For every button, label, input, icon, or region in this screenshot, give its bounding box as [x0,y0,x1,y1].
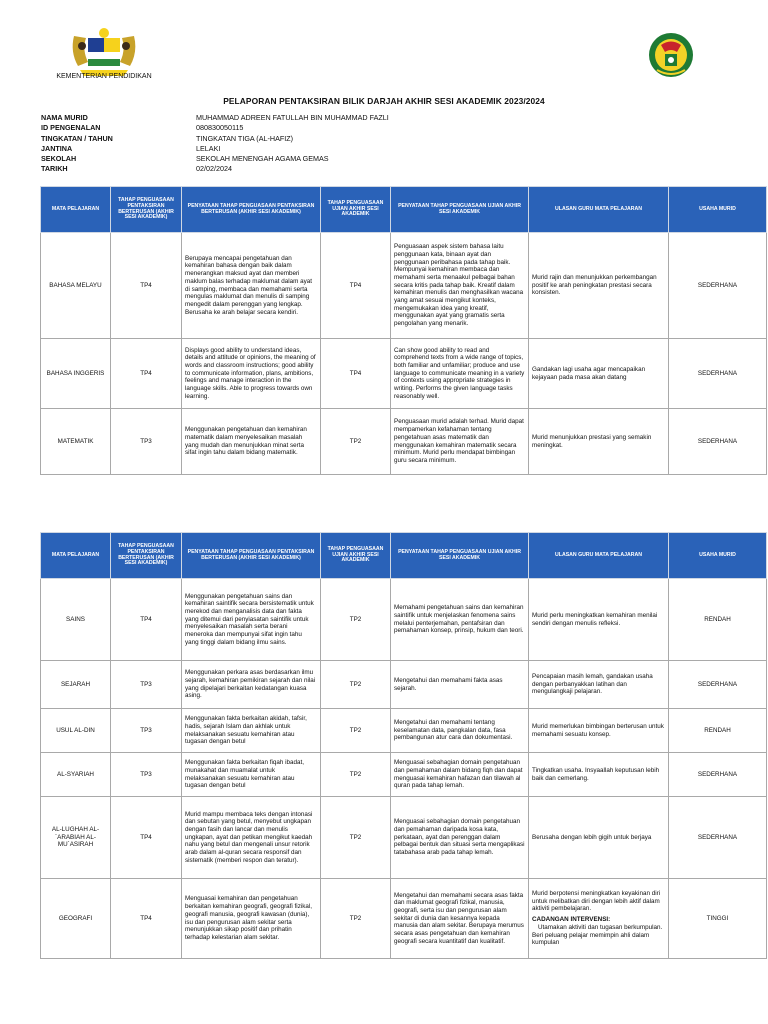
subject-cell: SEJARAH [41,661,111,709]
student-info-label: SEKOLAH [41,154,77,164]
table-header-row [41,187,767,233]
tp-pb-cell: TP3 [111,753,182,797]
tp-pb-cell: TP4 [111,233,182,339]
desc-pb-cell: Menguasai kemahiran dan pengetahuan berkaitan kemahiran geografi, geografi fizikal, geografi manusia, geografi kawasan (dunia), isu dan pengurusan alam sekitar serta menunjukkan sikap positif dan prihatin terhadap kelestarian alam sekitar. [182,879,321,959]
table-body [41,233,767,475]
column-header: USAHA MURID [669,533,767,579]
tp-pb-cell: TP3 [111,709,182,753]
table-row [41,879,767,959]
tp-pb-cell: TP4 [111,879,182,959]
column-header: MATA PELAJARAN [41,187,111,233]
student-info-row [41,134,389,144]
effort-cell: RENDAH [669,579,767,661]
desc-pb-cell: Menggunakan perkara asas berdasarkan ilmu sejarah, kemahiran pemikiran sejarah dan nilai yang dipelajari berkaitan kedatangan kuasa asing. [182,661,321,709]
tp-pb-cell: TP4 [111,339,182,409]
comment-cell: Murid perlu meningkatkan kemahiran menilai sendiri dengan menulis refleksi. [529,579,669,661]
column-header: ULASAN GURU MATA PELAJARAN [529,533,669,579]
comment-cell [529,879,669,959]
comment-cell: Murid menunjukkan prestasi yang semakin meningkat. [529,409,669,475]
table-row [41,579,767,661]
desc-ua-cell: Memahami pengetahuan sains dan kemahiran saintifik untuk menjelaskan fenomena sains melalui penterjemahan, pentafsiran dan pemahaman konsep, prinsip, hukum dan teori. [391,579,529,661]
tp-ua-cell: TP4 [321,233,391,339]
desc-ua-cell: Penguasaan aspek sistem bahasa laitu penggunaan kata, binaan ayat dan penggunaan peribahasa pada tahap baik. Mempunyai kemahiran membaca dan memahami serta menaakul pelbagai bahan secara kritis pada tahap baik. Kreatif dalam kemahiran menulis dan menghasilkan wacana yang amat sesuai mengikut konteks, mengemukakan idea yang kreatif, menggunakan ayat yang gramatis serta pengolahan yang menarik. [391,233,529,339]
desc-pb-cell: Menggunakan pengetahuan dan kemahiran matematik dalam menyelesaikan masalah yang mudah dan menunjukkan minat serta sifat ingin tahu dalam bidang matematik. [182,409,321,475]
desc-pb-cell: Berupaya mencapai pengetahuan dan kemahiran bahasa dengan baik dalam menerangkan maksud ayat dan memberi maklum balas terhadap maklumat dalam ayat di samping, membaca dan memahami serta mengulas maklumat dan menulis di samping mengedit dalam perenggan yang lengkap. Berusaha ke arah belajar secara kendiri. [182,233,321,339]
table-row [41,233,767,339]
student-info-row [41,113,389,123]
desc-ua-cell: Mengetahui dan memahami secara asas fakta dan maklumat geografi fizikal, manusia, geografi, serta isu dan pengurusan alam sekitar di dunia dan kesannya kepada manusia dan alam sekitar. Berupaya merumus secara asas pengetahuan dan kemahiran geografi secara kuantitatif dan kualitatif. [391,879,529,959]
effort-cell: SEDERHANA [669,797,767,879]
assessment-table-1 [40,186,767,475]
student-info-label: ID PENGENALAN [41,123,101,133]
tp-ua-cell: TP2 [321,661,391,709]
table-row [41,409,767,475]
tp-pb-cell: TP4 [111,579,182,661]
subject-cell: MATEMATIK [41,409,111,475]
student-info-value: LELAKI [196,143,221,153]
desc-ua-cell: Penguasaan murid adalah terhad. Murid dapat mempamerkan kefahaman tentang pengetahuan asas matematik dan menggunakan kemahiran matematik secara minimum. Murid perlu mendapat bimbingan guru secara minimum. [391,409,529,475]
student-info-label: JANTINA [41,143,73,153]
student-info [41,113,389,175]
tp-ua-cell: TP2 [321,579,391,661]
column-header: USAHA MURID [669,187,767,233]
table-row [41,797,767,879]
table-row [41,753,767,797]
tp-ua-cell: TP2 [321,709,391,753]
desc-pb-cell: Displays good ability to understand ideas, details and attitude or opinions, the meaning of words and classroom instructions; good ability to communicate information, plans, ambitions, feelings and manage interaction in the language skills. Able to progress towards own learning. [182,339,321,409]
subject-cell: BAHASA INGGERIS [41,339,111,409]
comment-cell: Pencapaian masih lemah, gandakan usaha dengan perbanyakkan latihan dan mengulangkaji pelajaran. [529,661,669,709]
effort-cell: SEDERHANA [669,661,767,709]
student-info-value: TINGKATAN TIGA (AL-HAFIZ) [196,133,294,143]
tp-ua-cell: TP4 [321,339,391,409]
column-header: TAHAP PENGUASAAN UJIAN AKHIR SESI AKADEMIK [321,533,391,579]
tp-ua-cell: TP2 [321,797,391,879]
student-info-row [41,154,389,164]
report-title: PELAPORAN PENTAKSIRAN BILIK DARJAH AKHIR SESI AKADEMIK 2023/2024 [223,96,545,106]
subject-cell: USUL AL-DIN [41,709,111,753]
intervention-text: Utamakan aktiviti dan tugasan berkumpulan. Beri peluang pelajar memimpin ahli dalam kumpulan [532,923,663,947]
desc-ua-cell: Menguasai sebahagian domain pengetahuan dan pemahaman dalam bidang fiqh dan dapat menguasai kemahiran hafazan dan tilawah al quran pada tahap lemah. [391,753,529,797]
column-header: MATA PELAJARAN [41,533,111,579]
desc-ua-cell: Mengetahui dan memahami tentang keselamatan data, pangkalan data, fasa pembangunan atur cara dan dokumentasi. [391,709,529,753]
student-info-label: NAMA MURID [41,113,88,122]
comment-cell: Gandakan lagi usaha agar mencapaikan kejayaan pada masa akan datang [529,339,669,409]
desc-pb-cell: Murid mampu membaca teks dengan intonasi dan sebutan yang betul, menyebut ungkapan dengan fasih dan lancar dan menulis ungkapan, ayat dan petikan mengikut kaedah nahu yang betul dan mengenali unsur retorik arab dalam al-quran secara responsif dan sistematik (memberi respon dan teratur). [182,797,321,879]
table-body [41,579,767,959]
desc-pb-cell: Menggunakan fakta berkaitan akidah, tafsir, hadis, sejarah Islam dan akhlak untuk melaksanakan sesuatu kemahiran atau tugasan dengan betul [182,709,321,753]
desc-ua-cell: Menguasai sebahagian domain pengetahuan dan pemahaman daripada kosa kata, perkataan, ayat dan perenggan dalam pelbagai bentuk dan situasi serta mengaplikasi tatabahasa arab pada tahap lemah. [391,797,529,879]
comment-cell: Tingkatkan usaha. Insyaallah keputusan lebih baik dan cemerlang. [529,753,669,797]
desc-ua-cell: Mengetahui dan memahami fakta asas sejarah. [391,661,529,709]
subject-cell: GEOGRAFI [41,879,111,959]
column-header: ULASAN GURU MATA PELAJARAN [529,187,669,233]
student-info-value: SEKOLAH MENENGAH AGAMA GEMAS [196,154,329,164]
effort-cell: SEDERHANA [669,409,767,475]
subject-cell: AL-SYARIAH [41,753,111,797]
tp-pb-cell: TP3 [111,661,182,709]
subject-cell: SAINS [41,579,111,661]
intervention-title: CADANGAN INTERVENSI: [532,916,611,924]
column-header: TAHAP PENGUASAAN PENTAKSIRAN BERTERUSAN (AKHIR SESI AKADEMIK) [111,533,182,579]
effort-cell: SEDERHANA [669,233,767,339]
ministry-name: KEMENTERIAN PENDIDIKAN [56,73,152,80]
table-row [41,709,767,753]
column-header: PENYATAAN TAHAP PENGUASAAN PENTAKSIRAN BERTERUSAN (AKHIR SESI AKADEMIK) [182,187,321,233]
effort-cell: SEDERHANA [669,339,767,409]
tp-ua-cell: TP2 [321,409,391,475]
comment-cell: Berusaha dengan lebih gigih untuk berjaya [529,797,669,879]
effort-cell: SEDERHANA [669,753,767,797]
column-header: PENYATAAN TAHAP PENGUASAAN UJIAN AKHIR SESI AKADEMIK [391,187,529,233]
table-header-row [41,533,767,579]
effort-cell: TINGGI [669,879,767,959]
comment-cell: Murid memerlukan bimbingan berterusan untuk memahami sesuatu konsep. [529,709,669,753]
student-info-row [41,144,389,154]
subject-cell: AL-LUGHAH AL-`ARABIAH AL-MU`ASIRAH [41,797,111,879]
column-header: PENYATAAN TAHAP PENGUASAAN PENTAKSIRAN BERTERUSAN (AKHIR SESI AKADEMIK) [182,533,321,579]
tp-ua-cell: TP2 [321,753,391,797]
column-header: TAHAP PENGUASAAN PENTAKSIRAN BERTERUSAN (AKHIR SESI AKADEMIK) [111,187,182,233]
tp-pb-cell: TP3 [111,409,182,475]
student-info-label: TARIKH [41,164,68,174]
comment-cell: Murid rajin dan menunjukkan perkembangan positif ke arah peningkatan prestasi secara konsisten. [529,233,669,339]
table-row [41,339,767,409]
column-header: TAHAP PENGUASAAN UJIAN AKHIR SESI AKADEMIK [321,187,391,233]
desc-pb-cell: Menggunakan fakta berkaitan fiqah ibadat, munakahat dan muamalat untuk melaksanakan sesuatu kemahiran atau tugasan dengan betul [182,753,321,797]
subject-cell: BAHASA MELAYU [41,233,111,339]
column-header: PENYATAAN TAHAP PENGUASAAN UJIAN AKHIR SESI AKADEMIK [391,533,529,579]
student-info-value: 080830050115 [196,123,244,133]
tp-pb-cell: TP4 [111,797,182,879]
desc-pb-cell: Menggunakan pengetahuan sains dan kemahiran saintifik secara bersistematik untuk merekod dan menganalisis data dan fakta yang ditemui dari penyiasatan saintifik untuk menyelesaikan masalah serta berani meneroka dan mempunyai sifat ingin tahu yang tinggi dalam bidang ilmu sains. [182,579,321,661]
school-emblem-logo [647,30,695,80]
student-info-label: TINGKATAN / TAHUN [41,133,113,143]
student-info-row [41,123,389,133]
tp-ua-cell: TP2 [321,879,391,959]
comment-text: Murid berpotensi meningkatkan keyakinan diri untuk melibatkan diri dengan lebih aktif dalam aktiviti pembelajaran. [532,890,661,913]
effort-cell: RENDAH [669,709,767,753]
desc-ua-cell: Can show good ability to read and comprehend texts from a wide range of topics, both familiar and unfamiliar; produce and use language to communicate meaning in a variety of contexts using appropriate strategies in writing. Performs the given language tasks reasonably well. [391,339,529,409]
ministry-crest-logo [66,26,142,78]
table-row [41,661,767,709]
student-info-row [41,164,389,174]
student-info-value: 02/02/2024 [196,164,232,174]
assessment-table-2 [40,532,767,959]
student-info-value: MUHAMMAD ADREEN FATULLAH BIN MUHAMMAD FAZLI [196,113,389,122]
